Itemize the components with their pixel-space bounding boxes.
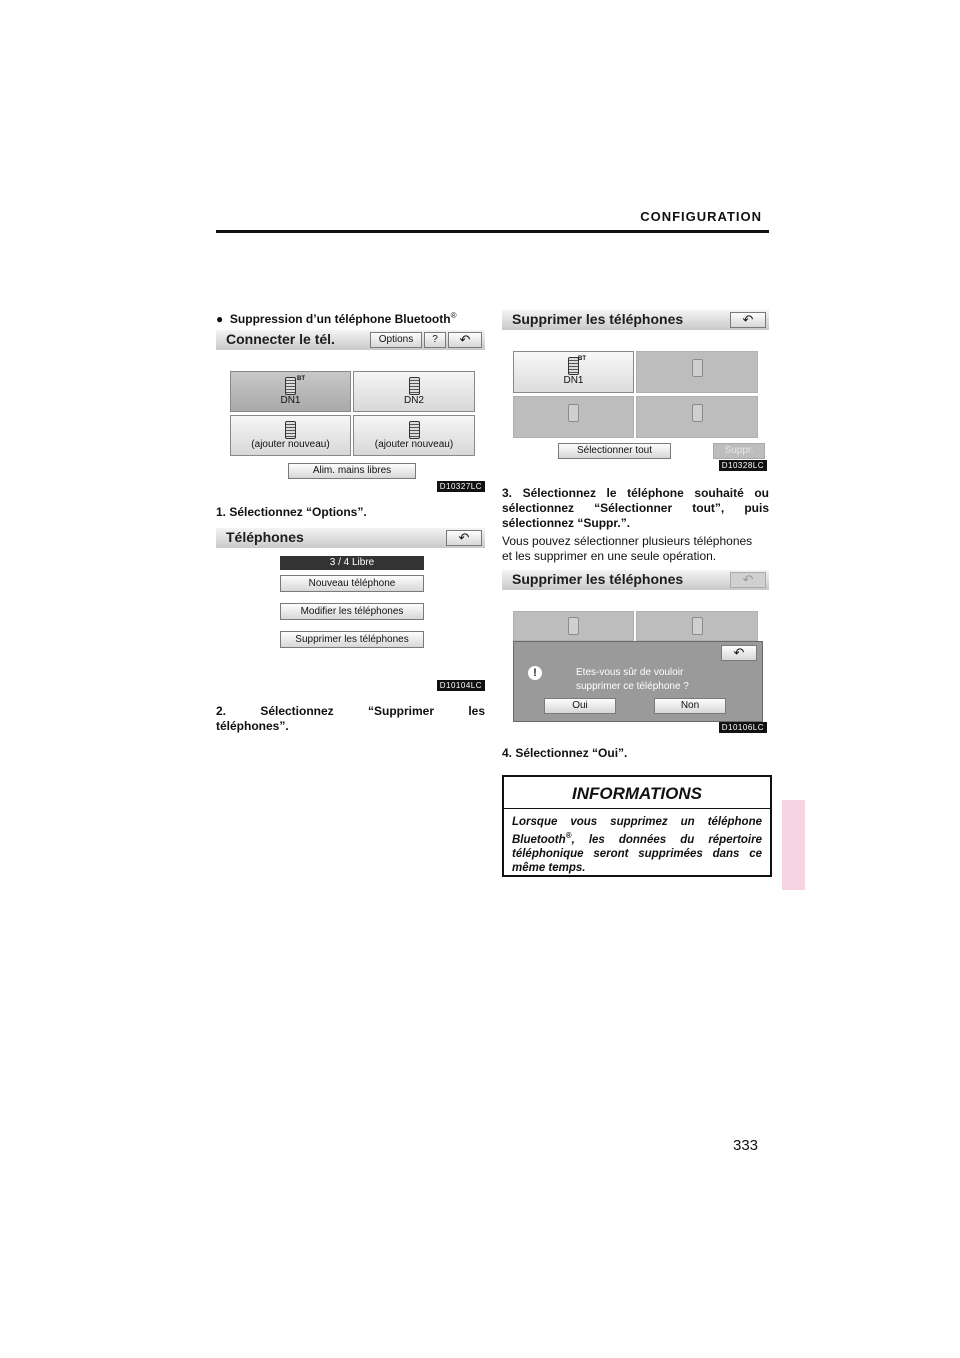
information-text bbox=[512, 815, 762, 875]
options-label: Options bbox=[378, 334, 414, 345]
figure-code: D10328LC bbox=[719, 460, 767, 471]
select-all-label: Sélectionner tout bbox=[576, 445, 653, 456]
bluetooth-badge: BT bbox=[297, 376, 305, 382]
bullet-text: Suppression d’un téléphone Bluetooth bbox=[229, 312, 451, 326]
new-phone-button[interactable] bbox=[280, 575, 424, 592]
add-new-tile[interactable] bbox=[230, 415, 351, 456]
phone-icon bbox=[568, 404, 579, 422]
screen-title: Supprimer les téléphones bbox=[512, 311, 684, 327]
figure-code: D10104LC bbox=[437, 680, 485, 691]
phone-icon bbox=[285, 377, 296, 395]
bluetooth-badge: BT bbox=[578, 356, 586, 362]
delete-phones-screen bbox=[502, 310, 769, 471]
screen-title: Connecter le tél. bbox=[226, 331, 335, 347]
phone-tile-background bbox=[636, 611, 758, 641]
new-phone-label: Nouveau téléphone bbox=[308, 578, 396, 589]
phone-tile-empty bbox=[636, 351, 758, 393]
back-button[interactable] bbox=[448, 332, 482, 348]
step-2-line-1: 2. Sélectionnez “Supprimer les bbox=[216, 704, 485, 718]
screen-title-bar bbox=[502, 310, 769, 330]
tile-label: DN1 bbox=[280, 395, 301, 406]
phone-icon bbox=[692, 359, 703, 377]
phone-icon bbox=[692, 404, 703, 422]
back-icon: ↶ bbox=[458, 530, 470, 545]
tile-label: DN1 bbox=[563, 375, 584, 386]
figure-code: D10327LC bbox=[437, 481, 485, 492]
phone-icon bbox=[409, 377, 420, 395]
phone-icon bbox=[285, 421, 296, 439]
tile-label: (ajouter nouveau) bbox=[251, 439, 330, 450]
options-button[interactable] bbox=[370, 332, 422, 348]
bullet-heading bbox=[216, 311, 457, 326]
back-button[interactable] bbox=[730, 312, 766, 328]
delete-phones-label: Supprimer les téléphones bbox=[295, 634, 409, 645]
phone-icon bbox=[409, 421, 420, 439]
back-icon: ↶ bbox=[742, 312, 754, 327]
delete-label: Suppr. bbox=[724, 445, 754, 456]
connect-phone-screen bbox=[216, 330, 485, 492]
yes-button[interactable] bbox=[544, 698, 616, 714]
phone-tile-background bbox=[513, 611, 634, 641]
back-button bbox=[730, 572, 766, 588]
warning-icon bbox=[528, 666, 542, 680]
registered-mark: ® bbox=[450, 311, 457, 320]
figure-code: D10106LC bbox=[719, 722, 767, 733]
information-rule bbox=[504, 808, 770, 809]
phone-tile-empty bbox=[636, 396, 758, 438]
screen-title-bar bbox=[216, 528, 485, 548]
confirm-question bbox=[576, 666, 689, 694]
handsfree-power-button[interactable] bbox=[288, 463, 416, 479]
phones-screen bbox=[216, 528, 485, 691]
phone-icon bbox=[692, 617, 703, 635]
back-icon: ↶ bbox=[459, 332, 471, 347]
phone-tile-dn1[interactable] bbox=[230, 371, 351, 412]
edit-phones-label: Modifier les téléphones bbox=[300, 606, 404, 617]
no-button[interactable] bbox=[654, 698, 726, 714]
question-line-2: supprimer ce téléphone ? bbox=[576, 681, 689, 692]
phone-tile-empty bbox=[513, 396, 634, 438]
tile-label: DN2 bbox=[403, 395, 424, 406]
step-4: 4. Sélectionnez “Oui”. bbox=[502, 746, 628, 760]
free-slots-status bbox=[280, 556, 424, 570]
help-button[interactable] bbox=[424, 332, 446, 348]
select-all-button[interactable] bbox=[558, 443, 671, 459]
no-label: Non bbox=[680, 700, 700, 711]
question-line-1: Etes-vous sûr de vouloir bbox=[576, 667, 684, 678]
step-3-line-3: sélectionnez “Suppr.”. bbox=[502, 516, 631, 530]
section-tab bbox=[782, 800, 805, 890]
back-icon: ↶ bbox=[742, 572, 754, 587]
info-text-a: Lorsque vous supprimez un téléphone Bluetooth bbox=[512, 816, 762, 846]
step-3-line-1: 3. Sélectionnez le téléphone souhaité ou bbox=[502, 486, 769, 500]
warning-glyph: ! bbox=[533, 667, 537, 679]
bullet-icon: ● bbox=[216, 312, 224, 326]
phone-tile-dn1[interactable] bbox=[513, 351, 634, 393]
edit-phones-button[interactable] bbox=[280, 603, 424, 620]
help-label: ? bbox=[432, 334, 438, 345]
status-label: 3 / 4 Libre bbox=[329, 557, 375, 568]
yes-label: Oui bbox=[572, 700, 588, 711]
info-text-b: , les données du répertoire téléphonique seront supprimées dans ce même temps. bbox=[512, 833, 762, 874]
add-new-tile[interactable] bbox=[353, 415, 475, 456]
screen-title: Supprimer les téléphones bbox=[512, 571, 684, 587]
para-line-1: Vous pouvez sélectionner plusieurs téléphones bbox=[502, 534, 753, 548]
screen-title-bar bbox=[216, 330, 485, 350]
confirm-delete-screen bbox=[502, 570, 769, 733]
step-2-line-2: téléphones”. bbox=[216, 719, 289, 733]
phone-icon bbox=[568, 617, 579, 635]
delete-phones-button[interactable] bbox=[280, 631, 424, 648]
screen-title: Téléphones bbox=[226, 529, 304, 545]
phone-tile-dn2[interactable] bbox=[353, 371, 475, 412]
registered-mark: ® bbox=[565, 831, 572, 840]
tile-label: (ajouter nouveau) bbox=[374, 439, 454, 450]
header-rule bbox=[216, 230, 769, 233]
para-line-2: et les supprimer en une seule opération. bbox=[502, 549, 717, 563]
page-number: 333 bbox=[733, 1137, 759, 1154]
screen-title-bar bbox=[502, 570, 769, 590]
step-3-line-2: sélectionnez “Sélectionner tout”, puis bbox=[502, 501, 769, 515]
back-icon: ↶ bbox=[733, 645, 745, 660]
dialog-back-button[interactable] bbox=[721, 645, 757, 661]
information-heading: INFORMATIONS bbox=[571, 784, 702, 803]
back-button[interactable] bbox=[446, 530, 482, 546]
section-title: CONFIGURATION bbox=[640, 209, 762, 224]
delete-button[interactable] bbox=[713, 443, 765, 459]
step-1: 1. Sélectionnez “Options”. bbox=[216, 505, 367, 519]
handsfree-label: Alim. mains libres bbox=[312, 465, 392, 476]
information-box bbox=[502, 775, 772, 877]
confirm-dialog bbox=[513, 641, 763, 722]
